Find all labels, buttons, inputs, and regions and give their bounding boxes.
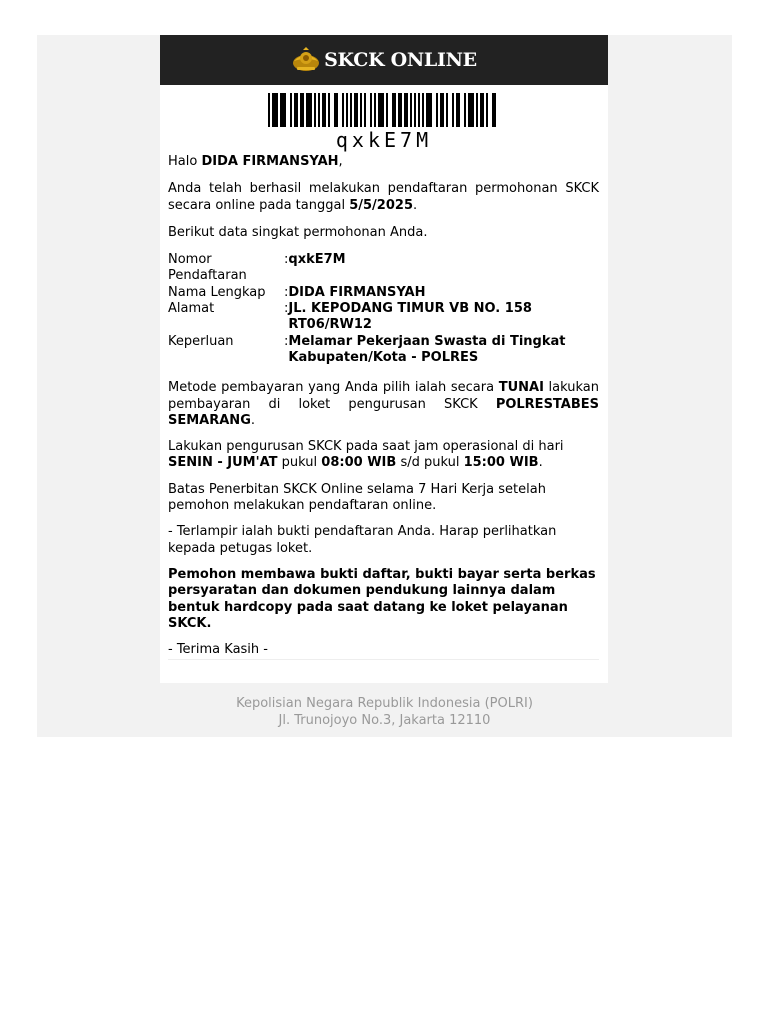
barcode-bar [346, 93, 348, 127]
info-row [168, 301, 599, 334]
email-background [37, 35, 732, 737]
info-label: Keperluan [168, 333, 234, 349]
info-label: Nomor Pendaftaran [168, 252, 247, 284]
barcode-bar [280, 93, 286, 127]
hours-paragraph [168, 439, 599, 472]
barcode-bar [480, 93, 484, 127]
intro-end: . [413, 197, 418, 213]
barcode-bar [354, 93, 358, 127]
payment-place: POLRESTABES SEMARANG [168, 396, 599, 428]
barcode-bar [290, 93, 292, 127]
logo [291, 47, 477, 73]
end-time: 15:00 WIB [463, 455, 539, 471]
barcode-bar [334, 93, 338, 127]
barcode-bar [398, 93, 402, 127]
footer-org: Kepolisian Negara Republik Indonesia (POLRI) [236, 696, 533, 711]
summary-line: Berikut data singkat permohonan Anda. [168, 224, 428, 240]
barcode-bar [272, 93, 278, 127]
barcode-bar [404, 93, 408, 127]
hours-text-3: s/d pukul [400, 455, 460, 471]
barcode-bar [360, 93, 362, 127]
info-separator: : [284, 284, 289, 300]
barcode-bar [294, 93, 298, 127]
notice-paragraph [168, 567, 599, 632]
registration-number: qxkE7M [288, 252, 346, 268]
info-separator: : [284, 301, 289, 317]
barcode-bar [446, 93, 448, 127]
barcode-bar [300, 93, 304, 127]
greeting-suffix: , [338, 154, 343, 169]
payment-method: TUNAI [498, 380, 544, 396]
footer-address: Jl. Trunojoyo No.3, Jakarta 12110 [278, 713, 491, 728]
barcode-bar [392, 93, 396, 127]
info-row [168, 285, 599, 301]
email-body [168, 154, 599, 658]
divider [168, 659, 599, 660]
barcode-bar [314, 93, 316, 127]
polri-emblem-icon [291, 47, 321, 73]
barcode-bar [422, 93, 424, 127]
info-value [288, 285, 599, 301]
barcode-bar [374, 93, 376, 127]
barcode-bar [386, 93, 388, 127]
barcode-bar [426, 93, 432, 127]
barcode-bar [364, 93, 366, 127]
payment-text-3: . [250, 412, 256, 428]
barcode-graphic [264, 93, 504, 127]
purpose: Melamar Pekerjaan Swasta di Tingkat Kabupaten/Kota - POLRES [288, 333, 566, 365]
greeting-prefix: Halo [168, 154, 198, 169]
barcode-bar [318, 93, 320, 127]
brand-title: SKCK ONLINE [324, 49, 477, 71]
hours-text-2: pukul [281, 455, 318, 471]
barcode-bar [378, 93, 384, 127]
info-value [288, 301, 599, 334]
intro-text: Anda telah berhasil melakukan pendaftaran permohonan SKCK secara online pada tanggal [168, 181, 599, 213]
barcode-bar [414, 93, 416, 127]
barcode-bar [328, 93, 330, 127]
start-time: 08:00 WIB [321, 455, 397, 471]
barcode-bar [342, 93, 344, 127]
attachment-paragraph: - Terlampir ialah bukti pendaftaran Anda. Harap perlihatkan kepada petugas loket. [168, 524, 557, 556]
barcode-bar [410, 93, 412, 127]
payment-text-2: lakukan pembayaran di loket pengurusan SKCK [168, 380, 599, 412]
registration-info-table [168, 252, 599, 366]
hours-text-4: . [538, 455, 543, 471]
barcode [160, 93, 608, 151]
payment-paragraph [168, 380, 599, 429]
barcode-bar [322, 93, 326, 127]
info-label: Nama Lengkap [168, 284, 266, 300]
registration-date: 5/5/2025 [349, 197, 413, 213]
barcode-bar [492, 93, 496, 127]
barcode-bar [306, 93, 312, 127]
intro-paragraph [168, 181, 599, 214]
barcode-bar [440, 93, 444, 127]
info-value [288, 334, 599, 367]
info-row [168, 334, 599, 367]
deadline-paragraph: Batas Penerbitan SKCK Online selama 7 Hari Kerja setelah pemohon melakukan pendaftaran online. [168, 481, 546, 514]
hours-text-1: Lakukan pengurusan SKCK pada saat jam operasional di hari [168, 439, 564, 455]
greeting [168, 154, 599, 170]
barcode-bar [418, 93, 420, 127]
email-card [160, 35, 608, 683]
info-row [168, 252, 599, 285]
barcode-bar [468, 93, 474, 127]
closing-line: - Terima Kasih - [168, 642, 268, 658]
operating-days: SENIN - JUM'AT [168, 455, 278, 471]
header-banner [160, 35, 608, 85]
barcode-bar [452, 93, 454, 127]
barcode-bar [350, 93, 352, 127]
barcode-bar [486, 93, 488, 127]
barcode-bar [476, 93, 478, 127]
barcode-bar [370, 93, 372, 127]
barcode-bar [456, 93, 460, 127]
info-label: Alamat [168, 301, 215, 317]
info-separator: : [284, 252, 289, 268]
greeting-name: DIDA FIRMANSYAH [201, 154, 339, 169]
info-value [288, 252, 599, 285]
payment-text-1: Metode pembayaran yang Anda pilih ialah secara [168, 380, 495, 396]
footer [37, 695, 732, 729]
barcode-bar [268, 93, 270, 127]
address: JL. KEPODANG TIMUR VB NO. 158 RT06/RW12 [288, 301, 532, 333]
barcode-bar [464, 93, 466, 127]
full-name: DIDA FIRMANSYAH [288, 284, 426, 300]
barcode-bar [436, 93, 438, 127]
barcode-code: qxkE7M [335, 128, 433, 152]
notice-text: Pemohon membawa bukti daftar, bukti bayar serta berkas persyaratan dan dokumen pendukung lainnya dalam bentuk hardcopy pada saat datang ke loket pelayanan SKCK. [168, 566, 596, 631]
info-separator: : [284, 333, 289, 349]
